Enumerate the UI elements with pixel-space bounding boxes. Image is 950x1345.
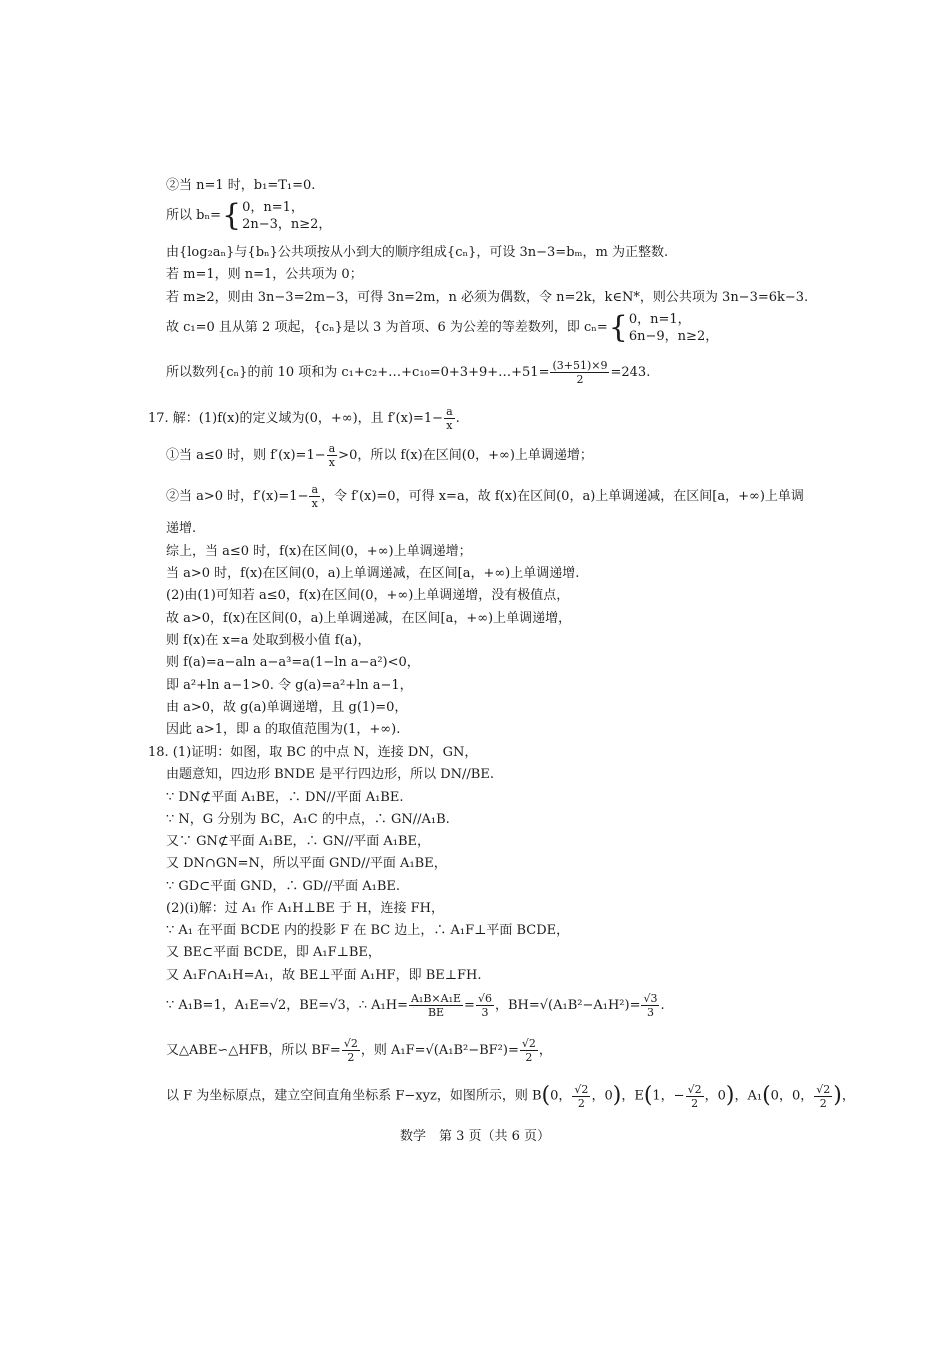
text: ，0 <box>591 1088 613 1104</box>
case: 2n−3，n≥2， <box>242 216 332 232</box>
text-line <box>166 990 665 1022</box>
case: 0，n=1， <box>242 199 304 215</box>
fraction <box>444 405 455 432</box>
text: ，令 f′(x)=0，可得 x=a，故 f(x)在区间(0，a)上单调递减，在区间[a，+∞)上单调 <box>321 489 804 504</box>
fraction <box>327 442 338 469</box>
text-line <box>166 358 650 388</box>
fraction <box>814 1083 832 1110</box>
text: ①当 a≤0 时，则 f′(x)=1− <box>166 448 326 463</box>
text: 又△ABE∽△HFB，所以 BF= <box>166 1043 341 1058</box>
denominator: 3 <box>481 1006 489 1019</box>
text-line: ∵ GD⊂平面 GND，∴ GD//平面 A₁BE. <box>166 879 401 894</box>
fraction <box>572 1083 590 1110</box>
text-line: (2)(i)解：过 A₁ 作 A₁H⊥BE 于 H，连接 FH， <box>166 901 445 916</box>
text: 所以 bₙ= <box>166 208 221 223</box>
fraction <box>550 359 609 386</box>
paren: ) <box>612 1083 622 1108</box>
text: ∵ A₁B=1，A₁E=√2，BE=√3，∴ A₁H= <box>166 998 408 1013</box>
text-line <box>166 310 718 346</box>
paren: ) <box>725 1083 735 1108</box>
text: 0，0， <box>770 1088 814 1104</box>
denominator: x <box>311 497 318 510</box>
text-line: 则 f(x)在 x=a 处取到极小值 f(a)， <box>166 633 371 648</box>
case: 6n−9，n≥2， <box>628 328 719 344</box>
text: ，0 <box>704 1088 726 1104</box>
text-line <box>166 198 331 234</box>
numerator: a <box>328 442 336 455</box>
text: 所以数列{cₙ}的前 10 项和为 c₁+c₂+…+c₁₀=0+3+9+…+51= <box>166 365 550 380</box>
fraction <box>686 1083 704 1110</box>
text: 故 c₁=0 且从第 2 项起，{cₙ}是以 3 为首项、6 为公差的等差数列，即 cₙ= <box>166 320 608 335</box>
numerator: √2 <box>816 1082 831 1096</box>
text: 17. 解：(1)f(x)的定义域为(0，+∞)，且 f′(x)=1− <box>148 411 444 426</box>
text: = <box>464 998 475 1013</box>
text-line <box>166 1035 552 1067</box>
text: ，则 A₁F=√(A₁B²−BF²)= <box>360 1043 519 1058</box>
text-line: 故 a>0，f(x)在区间(0，a)上单调递减，在区间[a，+∞)上单调递增， <box>166 611 572 626</box>
text-line: 又 A₁F∩A₁H=A₁，故 BE⊥平面 A₁HF，即 BE⊥FH. <box>166 968 482 983</box>
text-line: 则 f(a)=a−aln a−a³=a(1−ln a−a²)<0， <box>166 655 420 670</box>
text-line: 若 m=1，则 n=1，公共项为 0； <box>166 267 363 282</box>
numerator: a <box>446 405 453 418</box>
text: 以 F 为坐标原点，建立空间直角坐标系 F−xyz，如图所示，则 B <box>166 1088 542 1104</box>
paren: ( <box>762 1083 771 1108</box>
text-line: ∵ A₁ 在平面 BCDE 内的投影 F 在 BC 边上，∴ A₁F⊥平面 BCDE， <box>166 923 570 938</box>
numerator: A₁B×A₁E <box>410 992 462 1005</box>
paren: ( <box>643 1083 653 1108</box>
text-line: 若 m≥2，则由 3n−3=2m−3，可得 3n=2m，n 必须为偶数，令 n=2k，k∈N*，则公共项为 3n−3=6k−3. <box>166 290 809 305</box>
question-17-heading <box>148 404 460 434</box>
text-line: 因此 a>1，即 a 的取值范围为(1，+∞). <box>166 722 401 737</box>
numerator: √3 <box>643 992 658 1005</box>
fraction <box>409 992 463 1019</box>
text-line: (2)由(1)可知若 a≤0，f(x)在区间(0，+∞)上单调递增，没有极值点， <box>166 588 570 603</box>
text-line <box>166 441 593 471</box>
question-18-heading: 18. (1)证明：如图，取 BC 的中点 N，连接 DN，GN， <box>148 745 478 760</box>
text: . <box>660 998 665 1013</box>
text: ②当 a>0 时，f′(x)=1− <box>166 489 309 504</box>
text-line: 又∵ GN⊄平面 A₁BE，∴ GN//平面 A₁BE， <box>166 834 430 849</box>
denominator: 2 <box>577 1096 585 1110</box>
numerator: √2 <box>574 1082 589 1096</box>
text-line: ∵ N，G 分别为 BC，A₁C 的中点，∴ GN//A₁B. <box>166 812 450 827</box>
case: 0，n=1， <box>628 311 691 327</box>
text-line <box>166 482 804 512</box>
fraction <box>476 992 494 1019</box>
denominator: x <box>446 419 453 432</box>
fraction <box>520 1037 538 1064</box>
denominator: x <box>328 456 335 469</box>
denominator: 3 <box>646 1006 654 1019</box>
text-line: ②当 n=1 时，b₁=T₁=0. <box>166 178 316 193</box>
numerator: √2 <box>343 1037 358 1050</box>
text: 0， <box>550 1088 572 1104</box>
text: ，A₁ <box>734 1088 763 1104</box>
numerator: (3+51)×9 <box>552 359 608 372</box>
paren: ) <box>833 1083 842 1108</box>
denominator: 2 <box>525 1051 533 1064</box>
text: >0，所以 f(x)在区间(0，+∞)上单调递增； <box>338 448 593 463</box>
text-line: ∵ DN⊄平面 A₁BE，∴ DN//平面 A₁BE. <box>166 790 404 805</box>
fraction <box>309 483 320 510</box>
text: 1，− <box>652 1088 685 1104</box>
denominator: BE <box>427 1006 445 1019</box>
text-line: 由{log₂aₙ}与{bₙ}公共项按从小到大的顺序组成{cₙ}，可设 3n−3=bₘ，m 为正整数. <box>166 245 669 260</box>
text: . <box>455 411 460 426</box>
text-line: 由 a>0，故 g(a)单调递增，且 g(1)=0， <box>166 700 408 715</box>
text-line: 又 BE⊂平面 BCDE，即 A₁F⊥BE， <box>166 945 381 960</box>
fraction <box>342 1037 360 1064</box>
text: ，BH=√(A₁B²−A₁H²)= <box>494 998 641 1013</box>
paren: ( <box>541 1083 551 1108</box>
text-line: 即 a²+ln a−1>0. 令 g(a)=a²+ln a−1， <box>166 678 413 693</box>
brace: { <box>221 197 242 233</box>
numerator: √2 <box>687 1082 702 1096</box>
brace: { <box>608 309 628 345</box>
text-line: 当 a>0 时，f(x)在区间(0，a)上单调递减，在区间[a，+∞)上单调递增. <box>166 566 580 581</box>
text: ， <box>841 1088 855 1104</box>
numerator: √2 <box>521 1037 536 1050</box>
text: ， <box>538 1043 552 1058</box>
denominator: 2 <box>691 1096 699 1110</box>
text-line: 又 DN∩GN=N，所以平面 GND//平面 A₁BE， <box>166 856 447 871</box>
text-line: 递增. <box>166 521 197 536</box>
text: ，E <box>621 1088 644 1104</box>
denominator: 2 <box>347 1051 355 1064</box>
text-line <box>166 1080 855 1113</box>
denominator: 2 <box>576 373 584 386</box>
text: =243. <box>610 365 651 380</box>
numerator: a <box>311 483 319 496</box>
numerator: √6 <box>477 992 492 1005</box>
piecewise <box>242 199 331 233</box>
text-line: 综上，当 a≤0 时，f(x)在区间(0，+∞)上单调递增； <box>166 544 472 559</box>
page-footer: 数学 第 3 页（共 6 页） <box>399 1129 551 1144</box>
text-line: 由题意知，四边形 BNDE 是平行四边形，所以 DN//BE. <box>166 767 494 782</box>
piecewise <box>629 311 718 345</box>
denominator: 2 <box>819 1096 827 1110</box>
fraction <box>641 992 659 1019</box>
